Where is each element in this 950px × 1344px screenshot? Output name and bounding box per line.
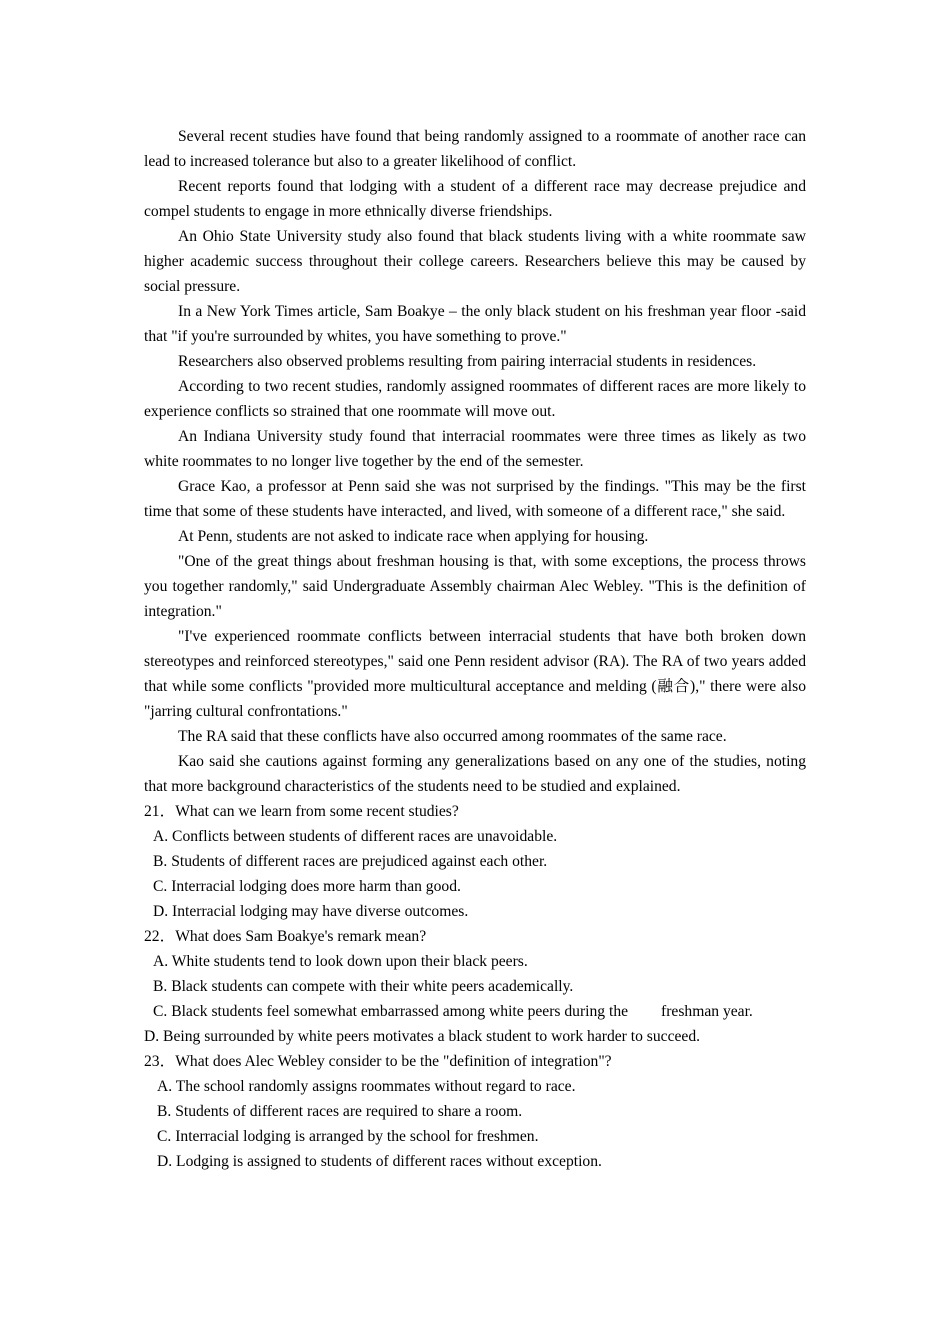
question-stem: 22．What does Sam Boakye's remark mean? — [144, 928, 427, 945]
option-c-text: C. Black students feel somewhat embarrassed among white peers during the — [153, 1003, 629, 1020]
passage-paragraph: Researchers also observed problems resulting from pairing interracial students in residences. — [178, 353, 757, 370]
option-c — [144, 999, 806, 1024]
option-b: B. Students of different races are required to share a room. — [157, 1103, 523, 1120]
passage-paragraph: Recent reports found that lodging with a student of a different race may decrease prejudice and compel students to engage in more ethnically diverse friendships. — [144, 178, 806, 220]
option-c-tail: freshman year. — [661, 1003, 753, 1020]
option-a: A. The school randomly assigns roommates without regard to race. — [157, 1078, 576, 1095]
option-a: A. White students tend to look down upon their black peers. — [153, 953, 528, 970]
option-a: A. Conflicts between students of different races are unavoidable. — [153, 828, 558, 845]
passage-paragraph: An Ohio State University study also found that black students living with a white roommate saw higher academic success throughout their college careers. Researchers believe this may be caused by social pressure. — [144, 228, 806, 295]
passage-paragraph: "I've experienced roommate conflicts between interracial students that have both broken down stereotypes and reinforced stereotypes," said one Penn resident advisor (RA). The RA of two years added that while some conflicts "provided more multicultural acceptance and melding (融合)," there were also "jarring cultural confrontations." — [144, 628, 806, 720]
option-b: B. Students of different races are prejudiced against each other. — [153, 853, 548, 870]
question-23 — [144, 1049, 806, 1174]
passage-paragraph: An Indiana University study found that interracial roommates were three times as likely as two white roommates to no longer live together by the end of the semester. — [144, 428, 806, 470]
exam-page — [144, 124, 806, 1174]
passage-paragraph: "One of the great things about freshman housing is that, with some exceptions, the process throws you together randomly," said Undergraduate Assembly chairman Alec Webley. "This is the definition of integration." — [144, 553, 806, 620]
passage-paragraph: Grace Kao, a professor at Penn said she was not surprised by the findings. "This may be the first time that some of these students have interacted, and lived, with someone of a different race," she said. — [144, 478, 806, 520]
option-d: D. Lodging is assigned to students of different races without exception. — [157, 1153, 602, 1170]
passage-paragraph: At Penn, students are not asked to indicate race when applying for housing. — [178, 528, 649, 545]
question-22 — [144, 924, 806, 1049]
passage-paragraph: In a New York Times article, Sam Boakye – the only black student on his freshman year floor -said that "if you're surrounded by whites, you have something to prove." — [144, 303, 806, 345]
option-d: D. Being surrounded by white peers motivates a black student to work harder to succeed. — [144, 1028, 701, 1045]
passage-paragraph: The RA said that these conflicts have also occurred among roommates of the same race. — [178, 728, 727, 745]
option-c: C. Interracial lodging does more harm than good. — [153, 878, 461, 895]
passage-paragraph: Kao said she cautions against forming any generalizations based on any one of the studies, noting that more background characteristics of the students need to be studied and explained. — [144, 753, 806, 795]
passage-paragraph: Several recent studies have found that being randomly assigned to a roommate of another race can lead to increased tolerance but also to a greater likelihood of conflict. — [144, 128, 806, 170]
passage-paragraph: According to two recent studies, randomly assigned roommates of different races are more likely to experience conflicts so strained that one roommate will move out. — [144, 378, 806, 420]
option-d: D. Interracial lodging may have diverse outcomes. — [153, 903, 469, 920]
option-b: B. Black students can compete with their white peers academically. — [153, 978, 574, 995]
option-c: C. Interracial lodging is arranged by the school for freshmen. — [157, 1128, 539, 1145]
question-21 — [144, 799, 806, 924]
question-stem: 21．What can we learn from some recent studies? — [144, 803, 459, 820]
question-stem: 23．What does Alec Webley consider to be the "definition of integration"? — [144, 1053, 612, 1070]
